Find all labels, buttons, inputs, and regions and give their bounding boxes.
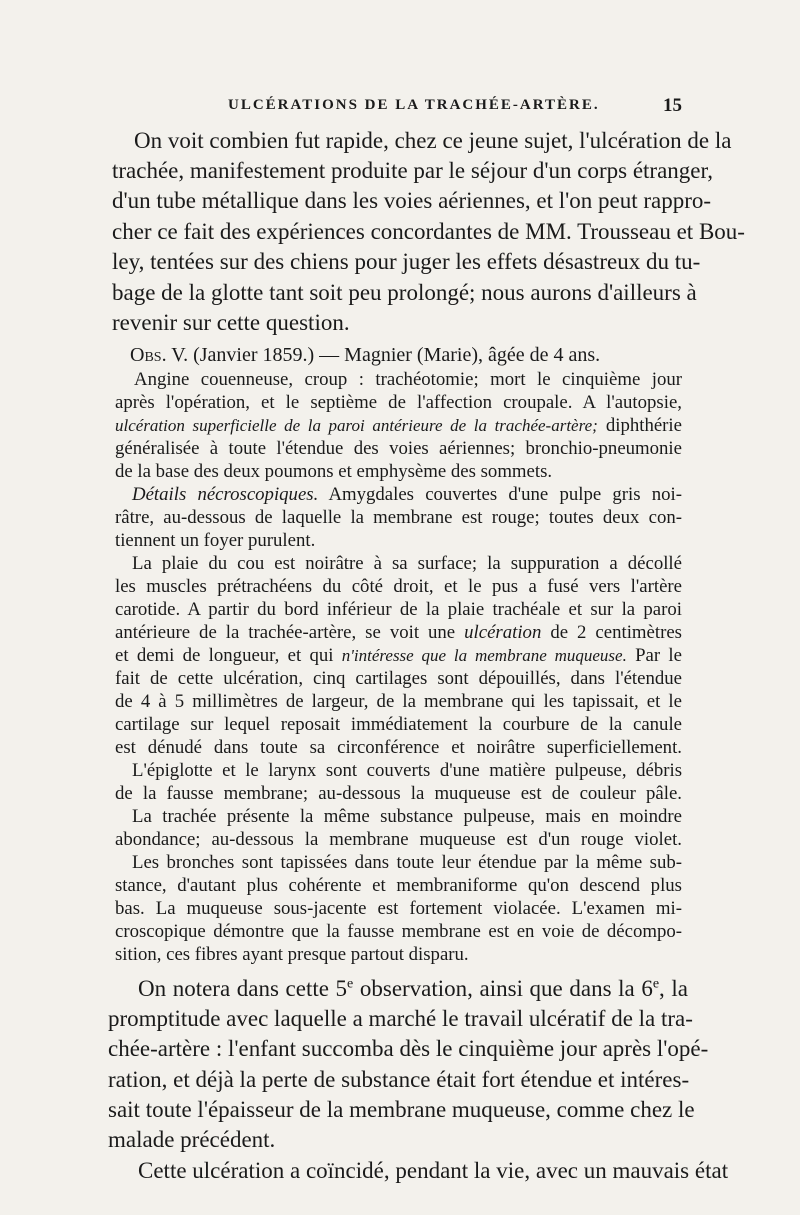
observation-heading bbox=[130, 344, 600, 367]
text-line: chée-artère : l'enfant succomba dès le cinquième jour après l'opé- bbox=[108, 1036, 709, 1061]
text-line: de la fausse membrane; au-dessous la muqueuse est de couleur pâle. bbox=[115, 783, 682, 804]
text-line: Cette ulcération a coïncidé, pendant la vie, avec un mauvais état bbox=[138, 1158, 729, 1183]
text-line: est dénudé dans toute sa circonférence et noirâtre superficiellement. bbox=[115, 737, 682, 758]
observation-date: (Janvier 1859.) bbox=[193, 344, 315, 366]
page-number: 15 bbox=[663, 95, 682, 116]
text-line: abondance; au-dessous la membrane muqueuse est d'un rouge violet. bbox=[115, 829, 682, 850]
text-line: fait de cette ulcération, cinq cartilages sont dépouillés, dans l'étendue bbox=[115, 668, 682, 689]
text-line: de 4 à 5 millimètres de largeur, de la membrane qui les tapissait, et le bbox=[115, 691, 682, 712]
text-line: On notera dans cette 5e observation, ainsi que dans la 6e, la bbox=[138, 976, 688, 1001]
text-line: croscopique démontre que la fausse membrane est en voie de décompo- bbox=[115, 921, 682, 942]
text-line: L'épiglotte et le larynx sont couverts d'une matière pulpeuse, débris bbox=[132, 760, 682, 781]
text-line bbox=[115, 622, 682, 644]
text-fragment: de 2 centimètres bbox=[550, 622, 682, 643]
italic-phrase: ulcération superficielle de la paroi antérieure de la trachée-artère; bbox=[115, 416, 598, 435]
text-line: cartilage sur lequel reposait immédiatement la courbure de la canule bbox=[115, 714, 682, 735]
text-fragment: Amygdales couvertes d'une pulpe gris noi- bbox=[328, 484, 682, 505]
text-line: ration, et déjà la perte de substance était fort étendue et intéres- bbox=[108, 1067, 690, 1092]
text-line: généralisée à toute l'étendue des voies aériennes; bronchio-pneumonie bbox=[115, 438, 682, 459]
italic-word: ulcération bbox=[464, 622, 542, 643]
text-line: stance, d'autant plus cohérente et membraniforme qu'on descend plus bbox=[115, 875, 682, 896]
text-line: La trachée présente la même substance pulpeuse, mais en moindre bbox=[132, 806, 682, 827]
text-line bbox=[115, 415, 682, 437]
text-line: Angine couenneuse, croup : trachéotomie; mort le cinquième jour bbox=[134, 369, 682, 390]
text-line: après l'opération, et le septième de l'affection croupale. A l'autopsie, bbox=[115, 392, 682, 413]
text-line bbox=[132, 484, 682, 506]
text-line: sition, ces fibres ayant presque partout disparu. bbox=[115, 944, 469, 965]
text-line bbox=[115, 645, 682, 667]
ordinal-superscript: e bbox=[347, 976, 354, 992]
text-line: de la base des deux poumons et emphysème des sommets. bbox=[115, 461, 553, 482]
text-line: malade précédent. bbox=[108, 1127, 276, 1152]
text-line: carotide. A partir du bord inférieur de la plaie trachéale et sur la paroi bbox=[115, 599, 682, 620]
text-fragment: diphthérie bbox=[605, 415, 682, 436]
observation-patient: — Magnier (Marie), âgée de 4 ans. bbox=[319, 344, 601, 366]
text-fragment: Par le bbox=[635, 645, 682, 666]
text-line: bage de la glotte tant soit peu prolongé; nous aurons d'ailleurs à bbox=[112, 280, 697, 305]
text-fragment: et demi de longueur, et qui bbox=[115, 645, 334, 666]
text-line: La plaie du cou est noirâtre à sa surface; la suppuration a décollé bbox=[132, 553, 682, 574]
running-header bbox=[228, 95, 682, 119]
text-line: tiennent un foyer purulent. bbox=[115, 530, 316, 551]
text-line: bas. La muqueuse sous-jacente est fortement violacée. L'examen mi- bbox=[115, 898, 682, 919]
text-line: Les bronches sont tapissées dans toute leur étendue par la même sub- bbox=[132, 852, 682, 873]
italic-phrase: n'intéresse que la membrane muqueuse. bbox=[341, 646, 627, 665]
observation-label: Obs. V. bbox=[130, 344, 189, 366]
ordinal-superscript: e bbox=[652, 976, 660, 992]
text-line: les muscles prétrachéens du côté droit, et le pus a fusé vers l'artère bbox=[115, 576, 682, 597]
text-line: trachée, manifestement produite par le séjour d'un corps étranger, bbox=[112, 158, 713, 183]
italic-heading: Détails nécroscopiques. bbox=[132, 484, 319, 505]
running-title: ULCÉRATIONS DE LA TRACHÉE-ARTÈRE. bbox=[228, 97, 600, 113]
text-fragment: antérieure de la trachée-artère, se voit une bbox=[115, 622, 456, 643]
text-line: râtre, au-dessous de laquelle la membrane est rouge; toutes deux con- bbox=[115, 507, 682, 528]
text-line: sait toute l'épaisseur de la membrane muqueuse, comme chez le bbox=[108, 1097, 695, 1122]
text-line: cher ce fait des expériences concordantes de MM. Trousseau et Bou- bbox=[112, 219, 745, 244]
text-line: promptitude avec laquelle a marché le travail ulcératif de la tra- bbox=[108, 1006, 693, 1031]
text-line: revenir sur cette question. bbox=[112, 310, 350, 335]
text-line: On voit combien fut rapide, chez ce jeune sujet, l'ulcération de la bbox=[134, 128, 732, 153]
text-line: d'un tube métallique dans les voies aériennes, et l'on peut rappro- bbox=[112, 188, 712, 213]
text-line: ley, tentées sur des chiens pour juger les effets désastreux du tu- bbox=[112, 249, 701, 274]
